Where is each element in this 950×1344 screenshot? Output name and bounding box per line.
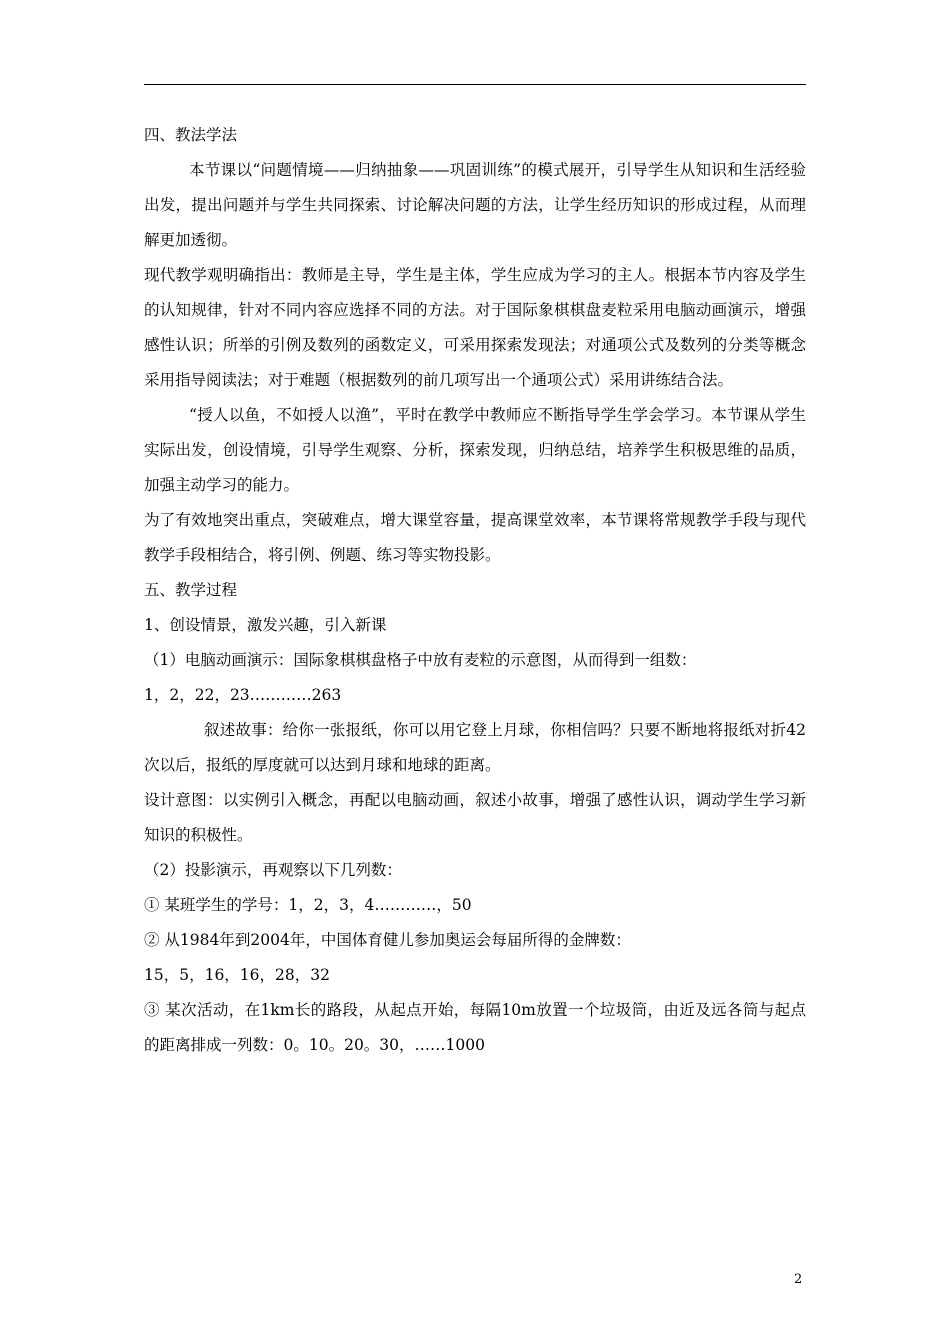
number-sequence: 15，5，16，16，28，32 (144, 966, 330, 984)
section-heading-teaching-methods: 四、教法学法 (144, 126, 238, 144)
paragraph: 设计意图：以实例引入概念，再配以电脑动画，叙述小故事，增强了感性认识，调动学生学习新知识的积极性。 (144, 791, 806, 844)
list-item: ③ 某次活动，在1km长的路段，从起点开始，每隔10m放置一个垃圾筒，由近及远各筒与起点的距离排成一列数：0。10。20。30，……1000 (144, 1001, 806, 1054)
paragraph: （1）电脑动画演示：国际象棋棋盘格子中放有麦粒的示意图，从而得到一组数： (144, 651, 697, 669)
paragraph: 叙述故事：给你一张报纸，你可以用它登上月球，你相信吗？只要不断地将报纸对折42次以后，报纸的厚度就可以达到月球和地球的距离。 (144, 721, 806, 774)
header-rule (144, 84, 806, 85)
list-item: ② 从1984年到2004年，中国体育健儿参加奥运会每届所得的金牌数： (144, 931, 631, 949)
paragraph: 现代教学观明确指出：教师是主导，学生是主体，学生应成为学习的主人。根据本节内容及学生的认知规律，针对不同内容应选择不同的方法。对于国际象棋棋盘麦粒采用电脑动画演示，增强感性认识；所举的引例及数列的函数定义，可采用探索发现法；对通项公式及数列的分类等概念采用指导阅读法；对于难题（根据数列的前几项写出一个通项公式）采用讲练结合法。 (144, 266, 806, 389)
page-number: 2 (794, 1272, 803, 1287)
paragraph: 本节课以“问题情境——归纳抽象——巩固训练”的模式展开，引导学生从知识和生活经验出发，提出问题并与学生共同探索、讨论解决问题的方法，让学生经历知识的形成过程，从而理解更加透彻。 (144, 161, 806, 249)
list-item: ① 某班学生的学号：1，2，3，4…………，50 (144, 896, 472, 914)
paragraph: “授人以鱼，不如授人以渔”，平时在教学中教师应不断指导学生学会学习。本节课从学生实际出发，创设情境，引导学生观察、分析，探索发现，归纳总结，培养学生积极思维的品质，加强主动学习的能力。 (144, 406, 806, 494)
section-heading-teaching-process: 五、教学过程 (144, 581, 238, 599)
paragraph: （2）投影演示，再观察以下几列数： (144, 861, 402, 879)
subheading: 1、创设情景，激发兴趣，引入新课 (144, 616, 387, 634)
number-sequence: 1，2，22，23…………263 (144, 686, 342, 704)
document-body (144, 118, 806, 1063)
paragraph: 为了有效地突出重点，突破难点，增大课堂容量，提高课堂效率，本节课将常规教学手段与现代教学手段相结合，将引例、例题、练习等实物投影。 (144, 511, 806, 564)
